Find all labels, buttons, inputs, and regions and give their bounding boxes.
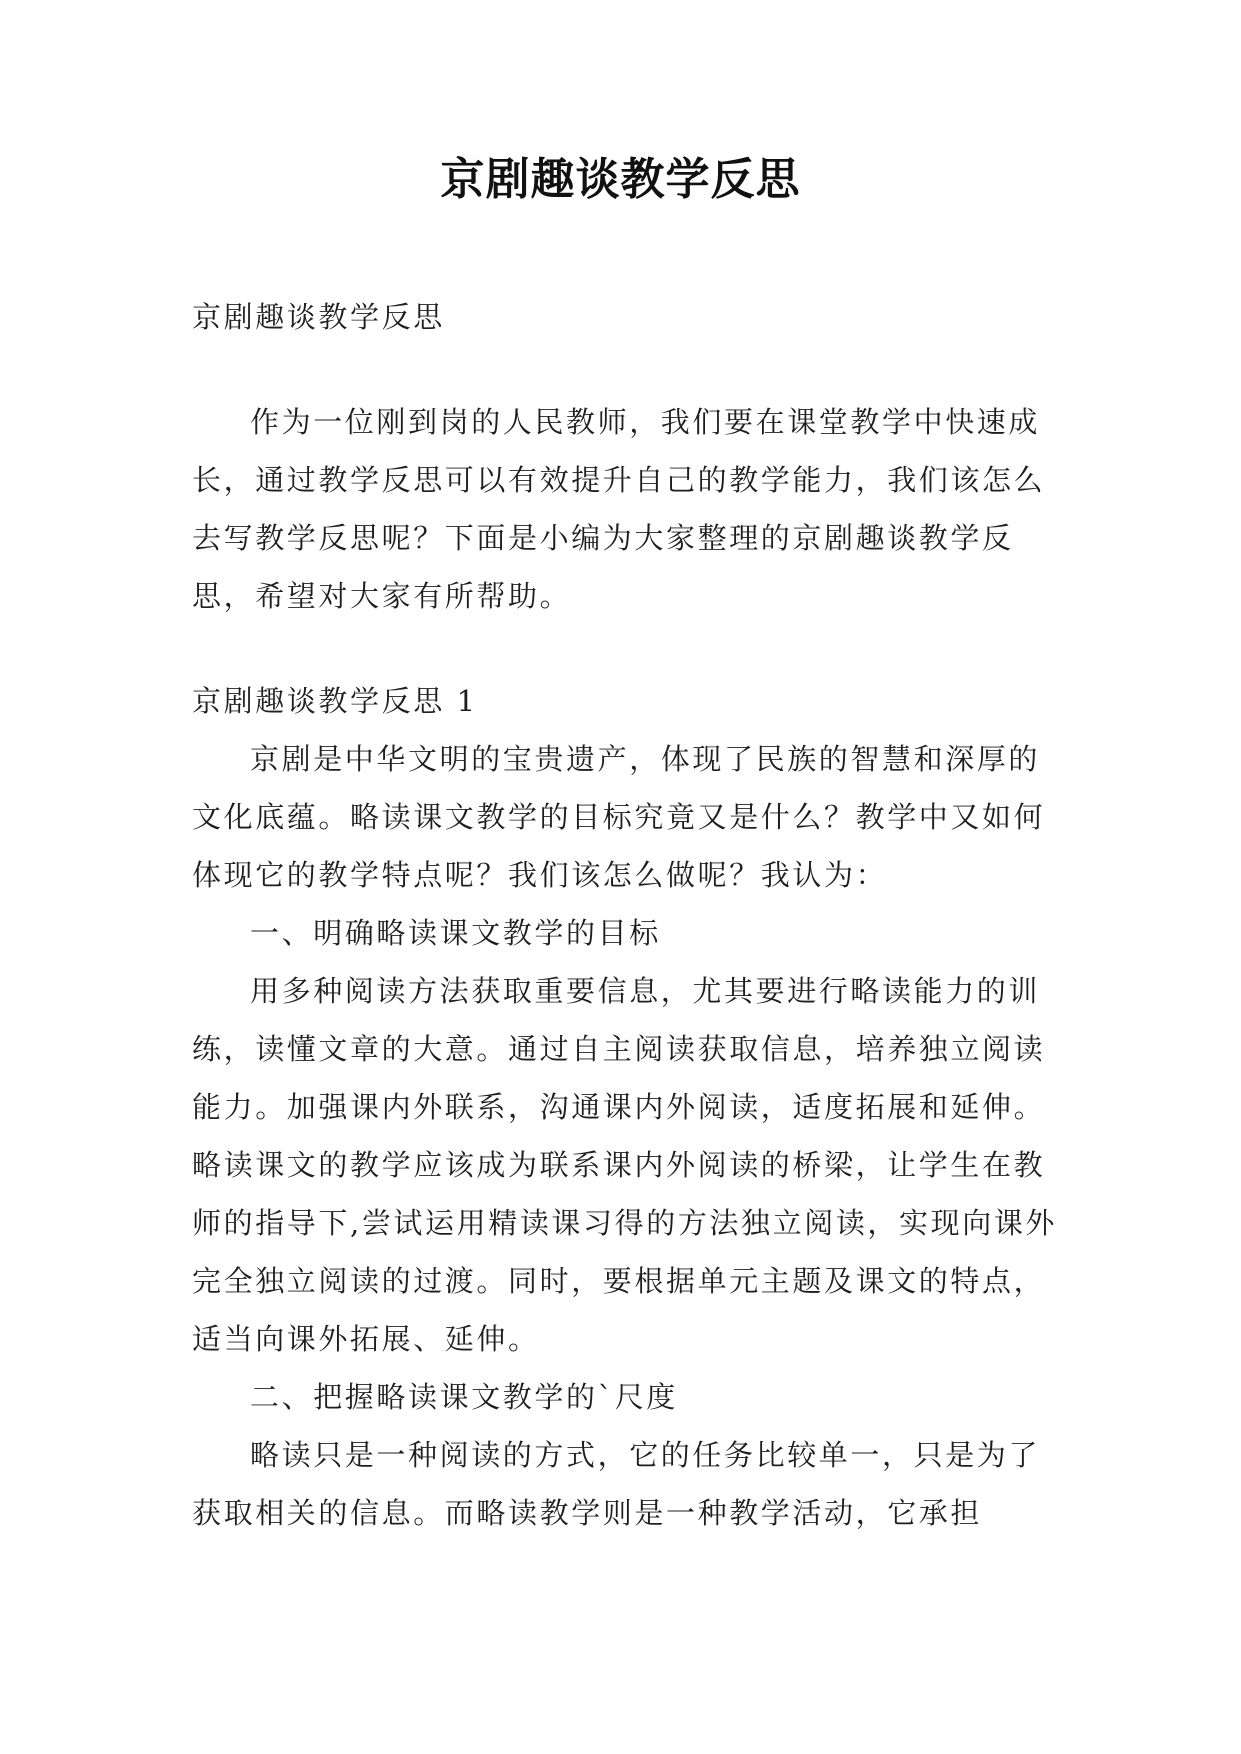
document-body xyxy=(192,288,1060,1542)
body-paragraph-3: 略读只是一种阅读的方式，它的任务比较单一，只是为了获取相关的信息。而略读教学则是一种教学活动，它承担 xyxy=(192,1438,1041,1530)
point-heading-2: 二、把握略读课文教学的`尺度 xyxy=(250,1380,678,1414)
point-heading-1: 一、明确略读课文教学的目标 xyxy=(250,916,661,950)
intro-paragraph: 作为一位刚到岗的人民教师，我们要在课堂教学中快速成长，通过教学反思可以有效提升自己的教学能力，我们该怎么去写教学反思呢？下面是小编为大家整理的京剧趣谈教学反思，希望对大家有所帮助。 xyxy=(192,405,1046,613)
body-paragraph-2: 用多种阅读方法获取重要信息，尤其要进行略读能力的训练，读懂文章的大意。通过自主阅读获取信息，培养独立阅读能力。加强课内外联系，沟通课内外阅读，适度拓展和延伸。略读课文的教学应该成为联系课内外阅读的桥梁，让学生在教师的指导下,尝试运用精读课习得的方法独立阅读，实现向课外完全独立阅读的过渡。同时，要根据单元主题及课文的特点，适当向课外拓展、延伸。 xyxy=(192,974,1058,1356)
body-paragraph-1: 京剧是中华文明的宝贵遗产，体现了民族的智慧和深厚的文化底蕴。略读课文教学的目标究竟又是什么？教学中又如何体现它的教学特点呢？我们该怎么做呢？我认为： xyxy=(192,742,1046,892)
document-subtitle: 京剧趣谈教学反思 xyxy=(192,300,445,334)
section-heading-1: 京剧趣谈教学反思 1 xyxy=(192,684,478,718)
document-title: 京剧趣谈教学反思 xyxy=(440,154,801,205)
